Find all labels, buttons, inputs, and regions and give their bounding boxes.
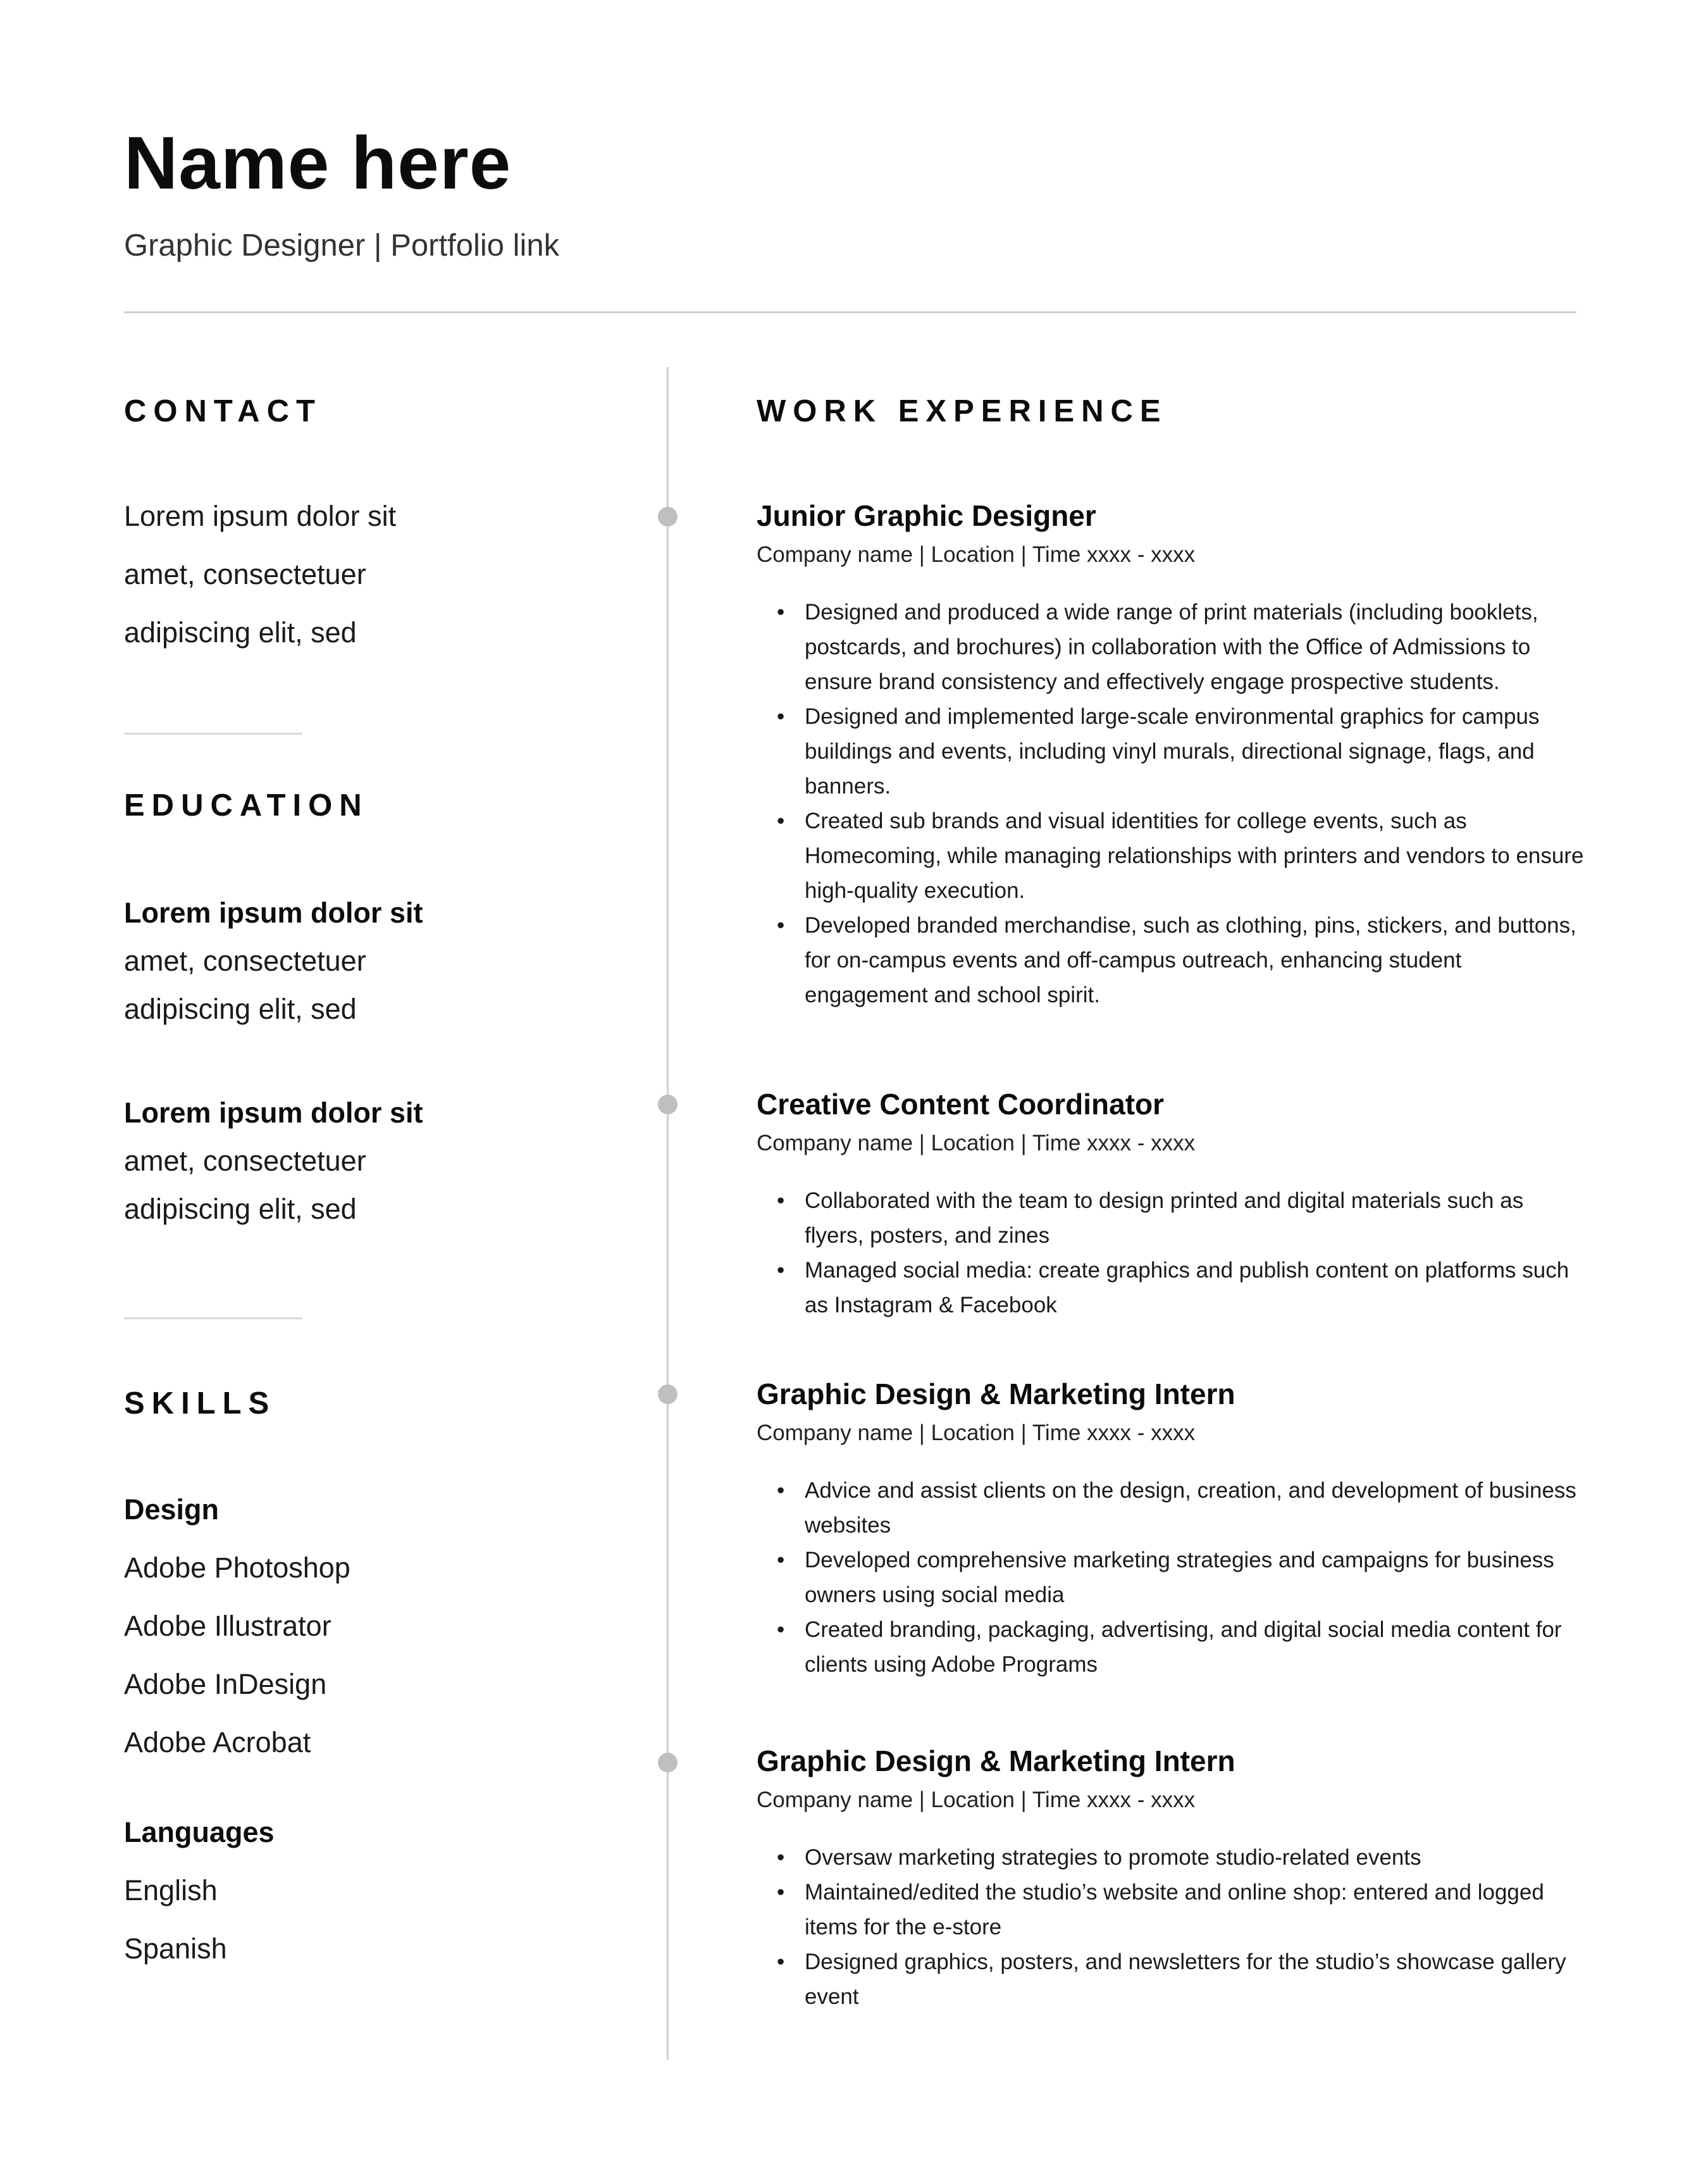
skill-group-languages — [124, 1803, 630, 1978]
job-meta: Company name | Location | Time xxxx - xxxx — [757, 1131, 1196, 1155]
job-title: Junior Graphic Designer — [757, 499, 1096, 532]
skill-item: English — [124, 1874, 218, 1906]
skill-category: Languages — [124, 1816, 275, 1848]
timeline-dot — [658, 1095, 678, 1114]
job-bullet-list — [757, 1183, 1585, 1322]
job-bullet: • Collaborated with the team to design printed and digital materials such as flyers, posters, and zines — [757, 1183, 1585, 1253]
bullet-icon: • — [777, 1950, 785, 1974]
job-meta: Company name | Location | Time xxxx - xxxx — [757, 1788, 1196, 1812]
skill-group-design — [124, 1481, 630, 1772]
education-entry-heading: Lorem ipsum dolor sit — [124, 897, 423, 929]
bullet-icon: • — [777, 1188, 785, 1213]
bullet-icon: • — [777, 1258, 785, 1283]
skill-item: Spanish — [124, 1932, 227, 1965]
job-bullet-list — [757, 1840, 1585, 2014]
bullet-icon: • — [777, 1845, 785, 1870]
job-meta: Company name | Location | Time xxxx - xxxx — [757, 1421, 1196, 1445]
bullet-icon: • — [777, 600, 785, 625]
education-entry — [124, 1089, 630, 1233]
contact-line: adipiscing elit, sed — [124, 616, 357, 649]
section-divider — [124, 1317, 302, 1319]
contact-heading: CONTACT — [124, 394, 322, 428]
job-entry — [757, 1740, 1585, 2014]
section-divider — [124, 733, 302, 735]
job-entry — [757, 1083, 1585, 1322]
job-entry — [757, 1373, 1585, 1682]
job-bullet: • Designed graphics, posters, and newsletters for the studio’s showcase gallery event — [757, 1944, 1585, 2014]
bullet-icon: • — [777, 704, 785, 729]
contact-line: amet, consectetuer — [124, 558, 366, 590]
job-bullet: • Oversaw marketing strategies to promote studio-related events — [757, 1840, 1585, 1875]
job-bullet: • Designed and produced a wide range of print materials (including booklets, postcards, and brochures) in collaboration with the Office of Admissions to ensure brand consistency and effectively engage prospective students. — [757, 595, 1585, 699]
job-title: Creative Content Coordinator — [757, 1088, 1165, 1121]
job-bullet: • Created branding, packaging, advertising, and digital social media content for clients using Adobe Programs — [757, 1612, 1585, 1682]
contact-details — [124, 487, 630, 662]
bullet-icon: • — [777, 1548, 785, 1572]
skills-heading: SKILLS — [124, 1386, 276, 1421]
job-meta: Company name | Location | Time xxxx - xxxx — [757, 542, 1196, 567]
education-entry-line: amet, consectetuer — [124, 945, 366, 977]
timeline-dot — [658, 1753, 678, 1772]
skill-item: Adobe Photoshop — [124, 1552, 350, 1584]
skill-item: Adobe Illustrator — [124, 1610, 331, 1642]
resume-subtitle: Graphic Designer | Portfolio link — [124, 228, 560, 263]
skill-item: Adobe Acrobat — [124, 1726, 311, 1758]
education-entry-heading: Lorem ipsum dolor sit — [124, 1097, 423, 1129]
skill-item: Adobe InDesign — [124, 1668, 327, 1700]
job-bullet: • Managed social media: create graphics and publish content on platforms such as Instagram & Facebook — [757, 1253, 1585, 1322]
bullet-icon: • — [777, 913, 785, 938]
job-bullet: • Designed and implemented large-scale environmental graphics for campus buildings and events, including vinyl murals, directional signage, flags, and banners. — [757, 699, 1585, 804]
bullet-icon: • — [777, 1617, 785, 1642]
header-divider — [124, 311, 1576, 313]
bullet-icon: • — [777, 1880, 785, 1905]
education-entry-line: amet, consectetuer — [124, 1145, 366, 1177]
skill-category: Design — [124, 1493, 220, 1526]
bullet-icon: • — [777, 1478, 785, 1503]
job-bullet: • Maintained/edited the studio’s website and online shop: entered and logged items for the e-store — [757, 1875, 1585, 1944]
job-title: Graphic Design & Marketing Intern — [757, 1378, 1235, 1410]
timeline-line — [667, 367, 669, 2060]
job-bullet: • Developed branded merchandise, such as clothing, pins, stickers, and buttons, for on-campus events and off-campus outreach, enhancing student engagement and school spirit. — [757, 908, 1585, 1012]
education-entry-line: adipiscing elit, sed — [124, 1193, 357, 1225]
timeline-dot — [658, 1384, 678, 1404]
education-entry-line: adipiscing elit, sed — [124, 993, 357, 1025]
resume-name: Name here — [124, 121, 512, 205]
job-entry — [757, 495, 1585, 1012]
education-entry — [124, 889, 630, 1033]
contact-line: Lorem ipsum dolor sit — [124, 500, 397, 532]
job-title: Graphic Design & Marketing Intern — [757, 1745, 1235, 1777]
job-bullet: • Created sub brands and visual identities for college events, such as Homecoming, while managing relationships with printers and vendors to ensure high-quality execution. — [757, 804, 1585, 908]
job-bullet: • Developed comprehensive marketing strategies and campaigns for business owners using social media — [757, 1543, 1585, 1612]
work-experience-heading: WORK EXPERIENCE — [757, 394, 1168, 428]
timeline-dot — [658, 507, 678, 526]
job-bullet: • Advice and assist clients on the design, creation, and development of business websites — [757, 1473, 1585, 1543]
education-heading: EDUCATION — [124, 788, 369, 823]
job-bullet-list — [757, 595, 1585, 1012]
bullet-icon: • — [777, 809, 785, 833]
job-bullet-list — [757, 1473, 1585, 1682]
